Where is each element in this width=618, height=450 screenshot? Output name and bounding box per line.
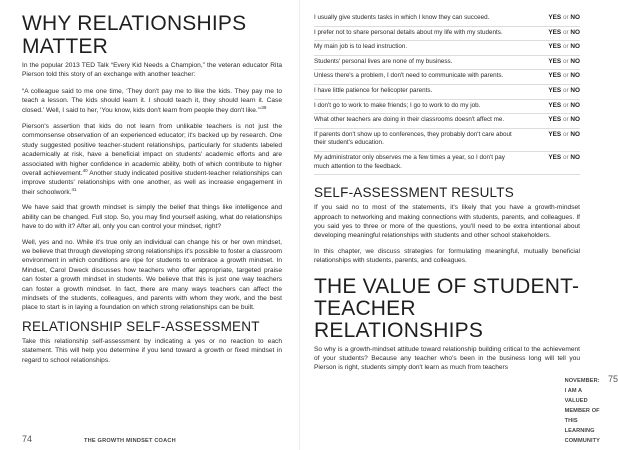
assessment-row	[314, 100, 580, 115]
intro-paragraph: In the popular 2013 TED Talk “Every Kid Needs a Champion,” the veteran educator Rita Pierson told this story of an exchange with another teacher:	[22, 62, 282, 79]
no-option: NO	[570, 116, 580, 124]
yes-option: YES	[548, 153, 562, 161]
footnote-ref-39: 39	[261, 104, 267, 110]
assessment-row	[314, 27, 580, 42]
page-number-left: 74	[22, 434, 33, 444]
or-label: or	[562, 14, 569, 21]
assessment-row	[314, 12, 580, 27]
no-option: NO	[570, 86, 580, 94]
no-option: NO	[570, 28, 580, 36]
or-label: or	[562, 86, 569, 94]
running-head-right: NOVEMBER: I AM A VALUED MEMBER OF THIS LEARNING COMMUNITY	[564, 378, 600, 444]
yes-option: YES	[548, 43, 562, 51]
section-heading-results: SELF-ASSESSMENT RESULTS	[314, 185, 514, 201]
assessment-statement: I prefer not to share personal details about my life with my students.	[314, 28, 503, 36]
assessment-statement: I usually give students tasks in which I know they can succeed.	[314, 14, 490, 21]
yes-or-no-choice	[548, 14, 580, 23]
yes-option: YES	[548, 86, 562, 94]
footnote-ref-41: 41	[71, 186, 77, 192]
or-label: or	[562, 130, 569, 138]
or-label: or	[562, 72, 569, 80]
pierson-quote	[22, 87, 282, 115]
assessment-statement: I don't go to work to make friends; I go to work to do my job.	[314, 101, 481, 109]
or-label: or	[562, 57, 569, 65]
or-label: or	[562, 153, 569, 161]
yes-option: YES	[548, 116, 562, 124]
yes-option: YES	[548, 130, 562, 138]
page-title: WHY RELATIONSHIPS MATTER	[22, 12, 247, 58]
no-option: NO	[570, 101, 580, 109]
research-text: Pierson's assertion that kids do not learn from unlikable teachers is not just the commonsense observation of an experienced educator; it's backed up by research. One study suggested positive teacher-student relationships, particularly for students labeled academically at risk, have a beneficial impact on students' academic efforts and are associated with higher confidence in academic ability, both of which contribute to higher overall achievement.	[22, 123, 282, 178]
yes-or-no-choice	[548, 43, 580, 52]
assessment-statement: Students' personal lives are none of my business.	[314, 57, 453, 65]
yes-option: YES	[548, 57, 562, 65]
no-option: NO	[570, 130, 580, 138]
or-label: or	[562, 101, 569, 109]
assessment-row	[314, 85, 580, 100]
left-page	[0, 0, 300, 450]
yes-or-no-choice	[548, 87, 580, 96]
no-option: NO	[570, 43, 580, 51]
self-assessment-intro: Take this relationship self-assessment by indicating a yes or no reaction to each statement. This will help you determine if you tend toward a growth or fixed mindset in regard to school relationships.	[22, 337, 282, 364]
yes-or-no-choice	[548, 29, 580, 38]
assessment-statement: I have little patience for helicopter parents.	[314, 86, 433, 94]
page-number-right: 75	[607, 374, 618, 384]
assessment-row	[314, 114, 580, 129]
yes-option: YES	[548, 28, 562, 36]
self-assessment-list	[314, 12, 580, 175]
yes-or-no-choice	[548, 116, 580, 125]
relationships-paragraph: Well, yes and no. While it's true only an individual can change his or her own mindset, we believe that through developing strong relationships it's possible to foster a classroom environment in which conditions are ripe for students to embrace a growth mindset. In Mindset, Carol Dweck discusses how teachers who offer appropriate, targeted praise can foster a growth mindset in students. We believe that this is just one way teachers can foster a growth mindset. In fact, there are many ways teachers can affect the mindsets of the students, colleagues, and parents with whom they work, and the best place to start is in laying a foundation on which strong relationships can be built.	[22, 238, 282, 312]
right-page	[300, 0, 618, 450]
assessment-statement: If parents don't show up to conferences, they probably don't care about their student's education.	[314, 130, 512, 147]
or-label: or	[562, 43, 569, 51]
yes-or-no-choice	[548, 154, 580, 171]
left-footer	[22, 434, 290, 446]
research-text-end: Another study indicated positive student-teacher relationships can improve students' relationships with one another, as well as increase engagement in their schoolwork.	[22, 170, 282, 196]
growth-mindset-paragraph: We have said that growth mindset is simply the belief that things like intelligence and ability can be changed. Full stop. So, you may find yourself asking, what do relationships have to do with it? After all, only you can control your mindset, right?	[22, 204, 282, 231]
assessment-statement: My main job is to lead instruction.	[314, 43, 408, 51]
no-option: NO	[570, 14, 580, 21]
or-label: or	[562, 28, 569, 36]
yes-or-no-choice	[548, 102, 580, 111]
no-option: NO	[570, 153, 580, 161]
value-paragraph: So why is a growth-mindset attitude toward relationship building critical to the achievement of your students? Because any teacher who's been in the business long will tell you Pierson is right, students simply don't learn as much from teachers	[314, 345, 580, 372]
section-heading-value: THE VALUE OF STUDENT-TEACHER RELATIONSHIPS	[314, 274, 580, 342]
assessment-row	[314, 56, 580, 71]
or-label: or	[562, 116, 569, 124]
results-paragraph-1: If you said no to most of the statements, it's likely that you have a growth-mindset approach to networking and making connections with students, parents, and colleagues. If you said yes to three or more of the questions, you'll need to be extra intentional about developing meaningful relationships with students and other school stakeholders.	[314, 204, 580, 240]
section-heading-self-assessment: RELATIONSHIP SELF-ASSESSMENT	[22, 318, 260, 334]
results-paragraph-2: In this chapter, we discuss strategies for formulating meaningful, mutually beneficial relationships with students, parents, and colleagues.	[314, 247, 580, 265]
yes-option: YES	[548, 14, 562, 21]
assessment-statement: Unless there's a problem, I don't need to communicate with parents.	[314, 72, 504, 80]
yes-option: YES	[548, 72, 562, 80]
assessment-statement: My administrator only observes me a few times a year, so I don't pay much attention to the feedback.	[314, 153, 505, 170]
yes-or-no-choice	[548, 72, 580, 81]
research-paragraph	[22, 122, 282, 197]
assessment-row	[314, 70, 580, 85]
yes-or-no-choice	[548, 131, 580, 148]
assessment-row	[314, 41, 580, 56]
assessment-row	[314, 152, 580, 175]
no-option: NO	[570, 57, 580, 65]
quote-text: “A colleague said to me one time, ‘They don't pay me to like the kids. They pay me to teach a lesson. The kids should learn it. I should teach it, they should learn it. Case closed.’ Well, I said to her, ‘You know, kids don't learn from people they don't like.’”	[22, 87, 282, 114]
assessment-statement: What other teachers are doing in their classrooms doesn't affect me.	[314, 116, 505, 124]
yes-or-no-choice	[548, 58, 580, 67]
footnote-ref-40: 40	[82, 167, 88, 173]
no-option: NO	[570, 72, 580, 80]
assessment-row	[314, 129, 580, 152]
running-head-left: THE GROWTH MINDSET COACH	[84, 438, 176, 444]
yes-option: YES	[548, 101, 562, 109]
